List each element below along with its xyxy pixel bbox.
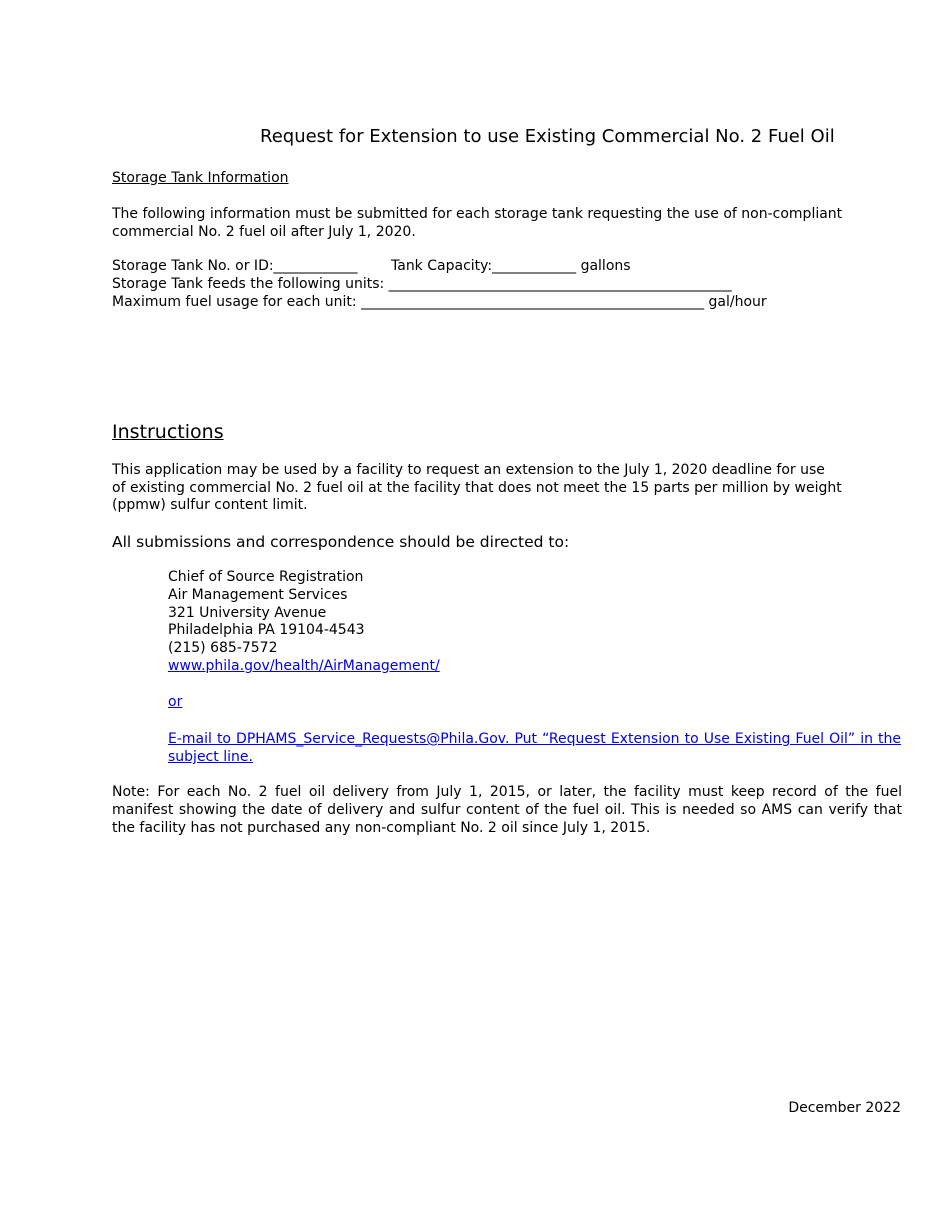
note-paragraph: Note: For each No. 2 fuel oil delivery from July 1, 2015, or later, the facility must keep record of the fuel manifest showing the date of delivery and sulfur content of the fuel oil. This is needed so AMS can verify that the facility has not purchased any non-compliant No. 2 oil since July 1, 2015. <box>112 784 902 836</box>
address-phone: (215) 685-7572 <box>168 640 278 656</box>
address-line-4: Philadelphia PA 19104-4543 <box>168 622 365 638</box>
tank-capacity-field[interactable]: Tank Capacity:____________ gallons <box>391 258 631 274</box>
address-line-3: 321 University Avenue <box>168 605 327 621</box>
address-line-1: Chief of Source Registration <box>168 569 364 585</box>
instructions-paragraph: This application may be used by a facility to request an extension to the July 1, 2020 deadline for use of existing commercial No. 2 fuel oil at the facility that does not meet the 15 parts per million by weight (ppmw) sulfur content limit. <box>112 462 842 514</box>
tank-id-field[interactable]: Storage Tank No. or ID:____________ <box>112 258 358 274</box>
max-fuel-usage-field[interactable]: Maximum fuel usage for each unit: _________________________________________________ gal/hour <box>112 294 767 310</box>
email-link[interactable]: E-mail to DPHAMS_Service_Requests@Phila.Gov. Put “Request Extension to Use Existing Fuel Oil” in the subject line. <box>168 731 901 765</box>
or-link[interactable]: or <box>168 694 183 710</box>
document-title: Request for Extension to use Existing Commercial No. 2 Fuel Oil <box>260 126 835 147</box>
footer-date: December 2022 <box>788 1100 901 1116</box>
storage-tank-heading: Storage Tank Information <box>112 170 289 186</box>
tank-feeds-units-field[interactable]: Storage Tank feeds the following units: _________________________________________________ <box>112 276 732 292</box>
instructions-heading: Instructions <box>112 421 224 443</box>
storage-intro-paragraph: The following information must be submitted for each storage tank requesting the use of non-compliant commercial No. 2 fuel oil after July 1, 2020. <box>112 206 843 240</box>
website-link[interactable]: www.phila.gov/health/AirManagement/ <box>168 658 440 674</box>
submissions-directed-to: All submissions and correspondence should be directed to: <box>112 533 570 551</box>
address-line-2: Air Management Services <box>168 587 348 603</box>
